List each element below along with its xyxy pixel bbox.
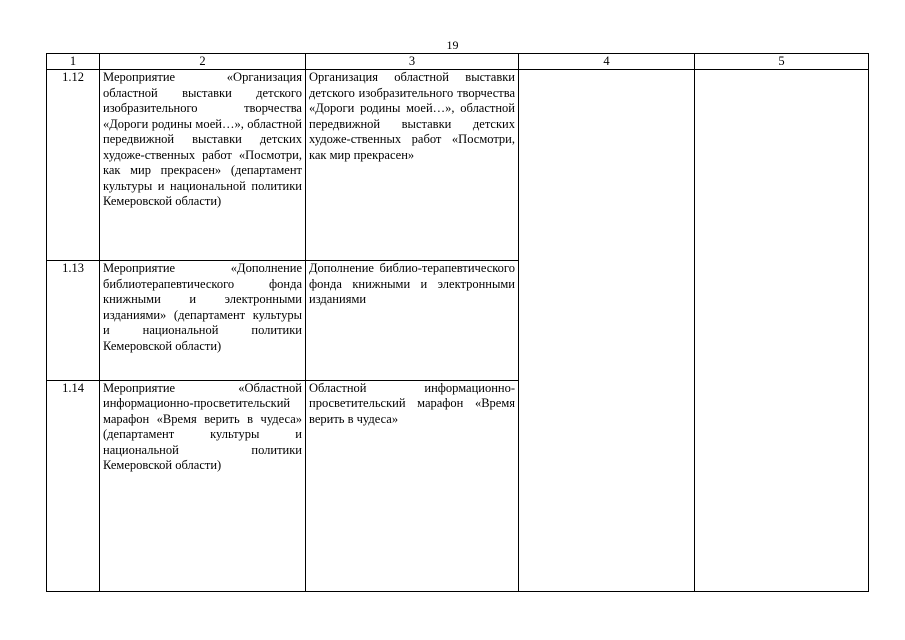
result-cell: Организация областной выставки детского изобразительного творчества «Дороги родины моей…», областной передвижной выставки детских художе-ственных работ «Посмотри, как мир прекрасен» [306,70,519,261]
page-number: 19 [446,38,459,52]
result-cell: Дополнение библио-терапевтического фонда книжными и электронными изданиями [306,261,519,380]
column-header-1: 1 [47,54,100,70]
column-header-3: 3 [306,54,519,70]
column-header-4: 4 [519,54,695,70]
row-number: 1.13 [47,261,100,380]
document-table [46,53,869,592]
empty-cell-col4 [519,70,695,592]
measure-cell: Мероприятие «Областной информационно-просветительский марафон «Время верить в чудеса» (департамент культуры и национальной политики Кемеровской области) [100,380,306,591]
measure-cell: Мероприятие «Дополнение библиотерапевтического фонда книжными и электронными изданиями» (департамент культуры и национальной политики Кемеровской области) [100,261,306,380]
measure-cell: Мероприятие «Организация областной выставки детского изобразительного творчества «Дороги родины моей…», областной передвижной выставки детских художе-ственных работ «Посмотри, как мир прекрасен» (департамент культуры и национальной политики Кемеровской области) [100,70,306,261]
result-cell: Областной информационно-просветительский марафон «Время верить в чудеса» [306,380,519,591]
table-row [47,70,869,261]
column-header-5: 5 [695,54,869,70]
column-header-2: 2 [100,54,306,70]
empty-cell-col5 [695,70,869,592]
row-number: 1.14 [47,380,100,591]
row-number: 1.12 [47,70,100,261]
table-header-row [47,54,869,70]
